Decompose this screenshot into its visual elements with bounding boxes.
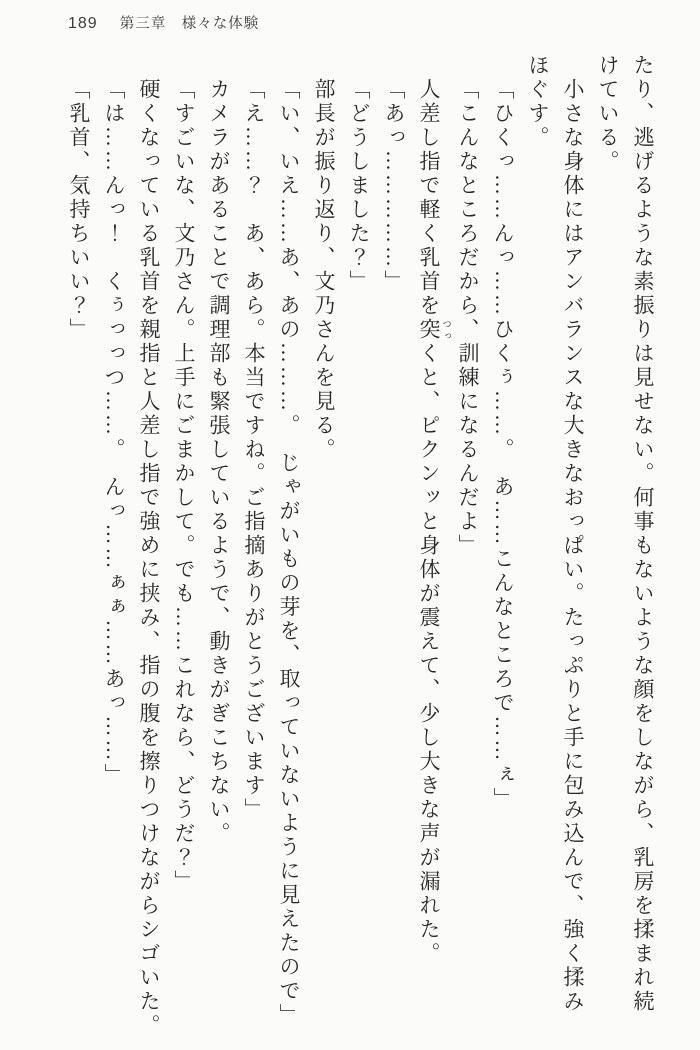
text-line: けている。	[596, 54, 620, 174]
text-line: 「どうしました？」	[347, 78, 371, 294]
text-line: たり、逃げるような素振りは見せない。何事もないような顔をしながら、乳房を揉まれ続	[631, 54, 655, 1014]
text-line: 小さな身体にはアンバランスな大きなおっぱい。たっぷりと手に包み込んで、強く揉み	[561, 78, 585, 1014]
text-line: 「は……んっ！ くぅっっつ……。 んっ……ぁぁ……あっ……」	[102, 78, 126, 788]
ruby-word: 突 つっ	[417, 318, 450, 342]
text-line: 「あっ……………」	[382, 78, 406, 294]
text-line: 硬くなっている乳首を親指と人差し指で強めに挟み、指の腹を擦りつけながらシゴいた。	[137, 78, 161, 1038]
chapter-title: 第三章 様々な体験	[119, 16, 260, 32]
text-line: ほぐす。	[526, 54, 550, 150]
furigana: つっ	[440, 318, 450, 342]
page-number: 189	[68, 15, 98, 32]
text-line: 部長が振り返り、文乃さんを見る。	[312, 78, 336, 462]
text-line: 「ひくっ……んっ……ひくぅ……。 あ……こんなところで……ぇ」	[491, 78, 515, 812]
text-line: 「すごいな、文乃さん。上手にごまかして。でも……これなら、どうだ？」	[172, 78, 196, 894]
running-head	[68, 12, 259, 33]
text-line: 「え……？ あ、あら。本当ですね。ご指摘ありがとうございます」	[242, 78, 266, 822]
text-line: 「い、いえ……あ、あの………。 じゃがいもの芽を、取っていないように見えたので」	[277, 78, 301, 1028]
page-body	[61, 54, 660, 1046]
text-line: カメラがあることで調理部も緊張しているようで、動きがぎこちない。	[207, 78, 231, 846]
text-line: 「こんなところだから、訓練になるんだよ」	[456, 78, 480, 558]
text-line: 「乳首、気持ちいい？」	[67, 78, 91, 342]
text-line: 人差し指で軽く乳首を突 つっくと、ピクンッと身体が震えて、少し大きな声が漏れた。	[417, 78, 450, 966]
